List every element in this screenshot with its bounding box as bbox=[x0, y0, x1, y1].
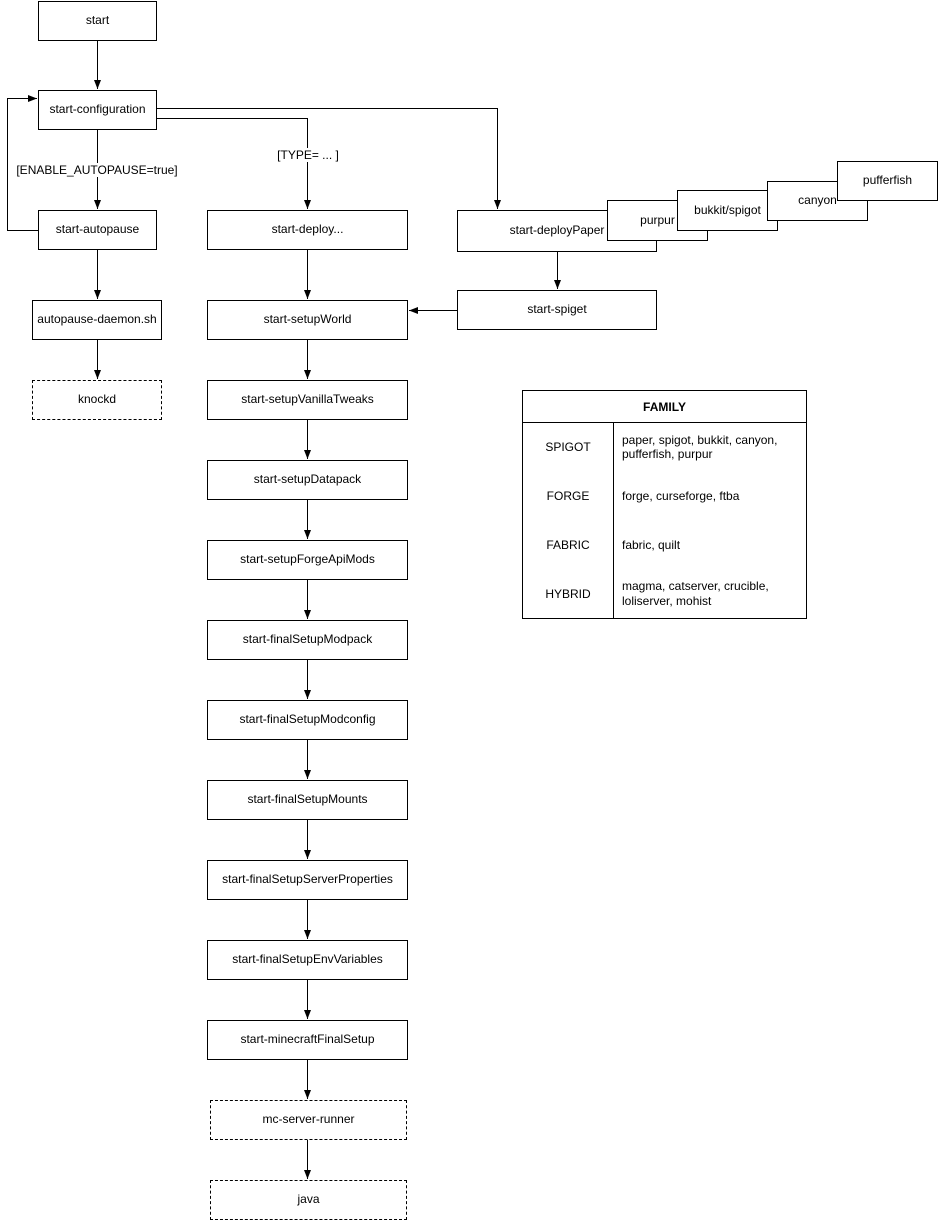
family-table bbox=[522, 390, 807, 619]
family-members: fabric, quilt bbox=[622, 537, 681, 552]
node-autopause-daemon: autopause-daemon.sh bbox=[32, 300, 162, 340]
node-knockd: knockd bbox=[32, 380, 162, 420]
table-row bbox=[523, 569, 806, 618]
node-pufferfish: pufferfish bbox=[837, 161, 938, 201]
node-start-setup-datapack: start-setupDatapack bbox=[207, 460, 408, 500]
edge-label-type: [TYPE= ... ] bbox=[277, 148, 339, 162]
family-name: FABRIC bbox=[523, 521, 614, 570]
node-start-final-setup-mounts: start-finalSetupMounts bbox=[207, 780, 408, 820]
table-row bbox=[523, 521, 806, 570]
node-start-final-setup-modconfig: start-finalSetupModconfig bbox=[207, 700, 408, 740]
node-start-setup-vanilla-tweaks: start-setupVanillaTweaks bbox=[207, 380, 408, 420]
table-row bbox=[523, 423, 806, 472]
family-name: FORGE bbox=[523, 472, 614, 521]
edge-label-enable-autopause: [ENABLE_AUTOPAUSE=true] bbox=[16, 163, 178, 177]
node-java: java bbox=[210, 1180, 407, 1220]
node-start-deploy-paper: start-deployPaper bbox=[457, 210, 657, 252]
table-row bbox=[523, 472, 806, 521]
node-start: start bbox=[38, 1, 157, 41]
node-start-configuration: start-configuration bbox=[38, 90, 157, 130]
node-start-final-setup-modpack: start-finalSetupModpack bbox=[207, 620, 408, 660]
node-start-autopause: start-autopause bbox=[38, 210, 157, 250]
node-purpur: purpur bbox=[607, 200, 708, 241]
family-members: forge, curseforge, ftba bbox=[622, 489, 740, 504]
node-start-setup-forge-api-mods: start-setupForgeApiMods bbox=[207, 540, 408, 580]
node-start-deploy: start-deploy... bbox=[207, 210, 408, 250]
family-table-body bbox=[523, 423, 806, 618]
family-name: HYBRID bbox=[523, 569, 614, 618]
family-members: magma, catserver, crucible, loliserver, mohist bbox=[622, 579, 769, 608]
family-table-title: FAMILY bbox=[523, 391, 806, 423]
node-canyon: canyon bbox=[767, 181, 868, 221]
node-mc-server-runner: mc-server-runner bbox=[210, 1100, 407, 1140]
family-name: SPIGOT bbox=[523, 423, 614, 472]
node-start-minecraft-final-setup: start-minecraftFinalSetup bbox=[207, 1020, 408, 1060]
node-bukkit-spigot: bukkit/spigot bbox=[677, 190, 778, 231]
node-start-setup-world: start-setupWorld bbox=[207, 300, 408, 340]
node-start-final-setup-server-properties: start-finalSetupServerProperties bbox=[207, 860, 408, 900]
node-start-spiget: start-spiget bbox=[457, 290, 657, 330]
family-members: paper, spigot, bukkit, canyon, pufferfish, purpur bbox=[622, 433, 778, 462]
node-start-final-setup-env-variables: start-finalSetupEnvVariables bbox=[207, 940, 408, 980]
